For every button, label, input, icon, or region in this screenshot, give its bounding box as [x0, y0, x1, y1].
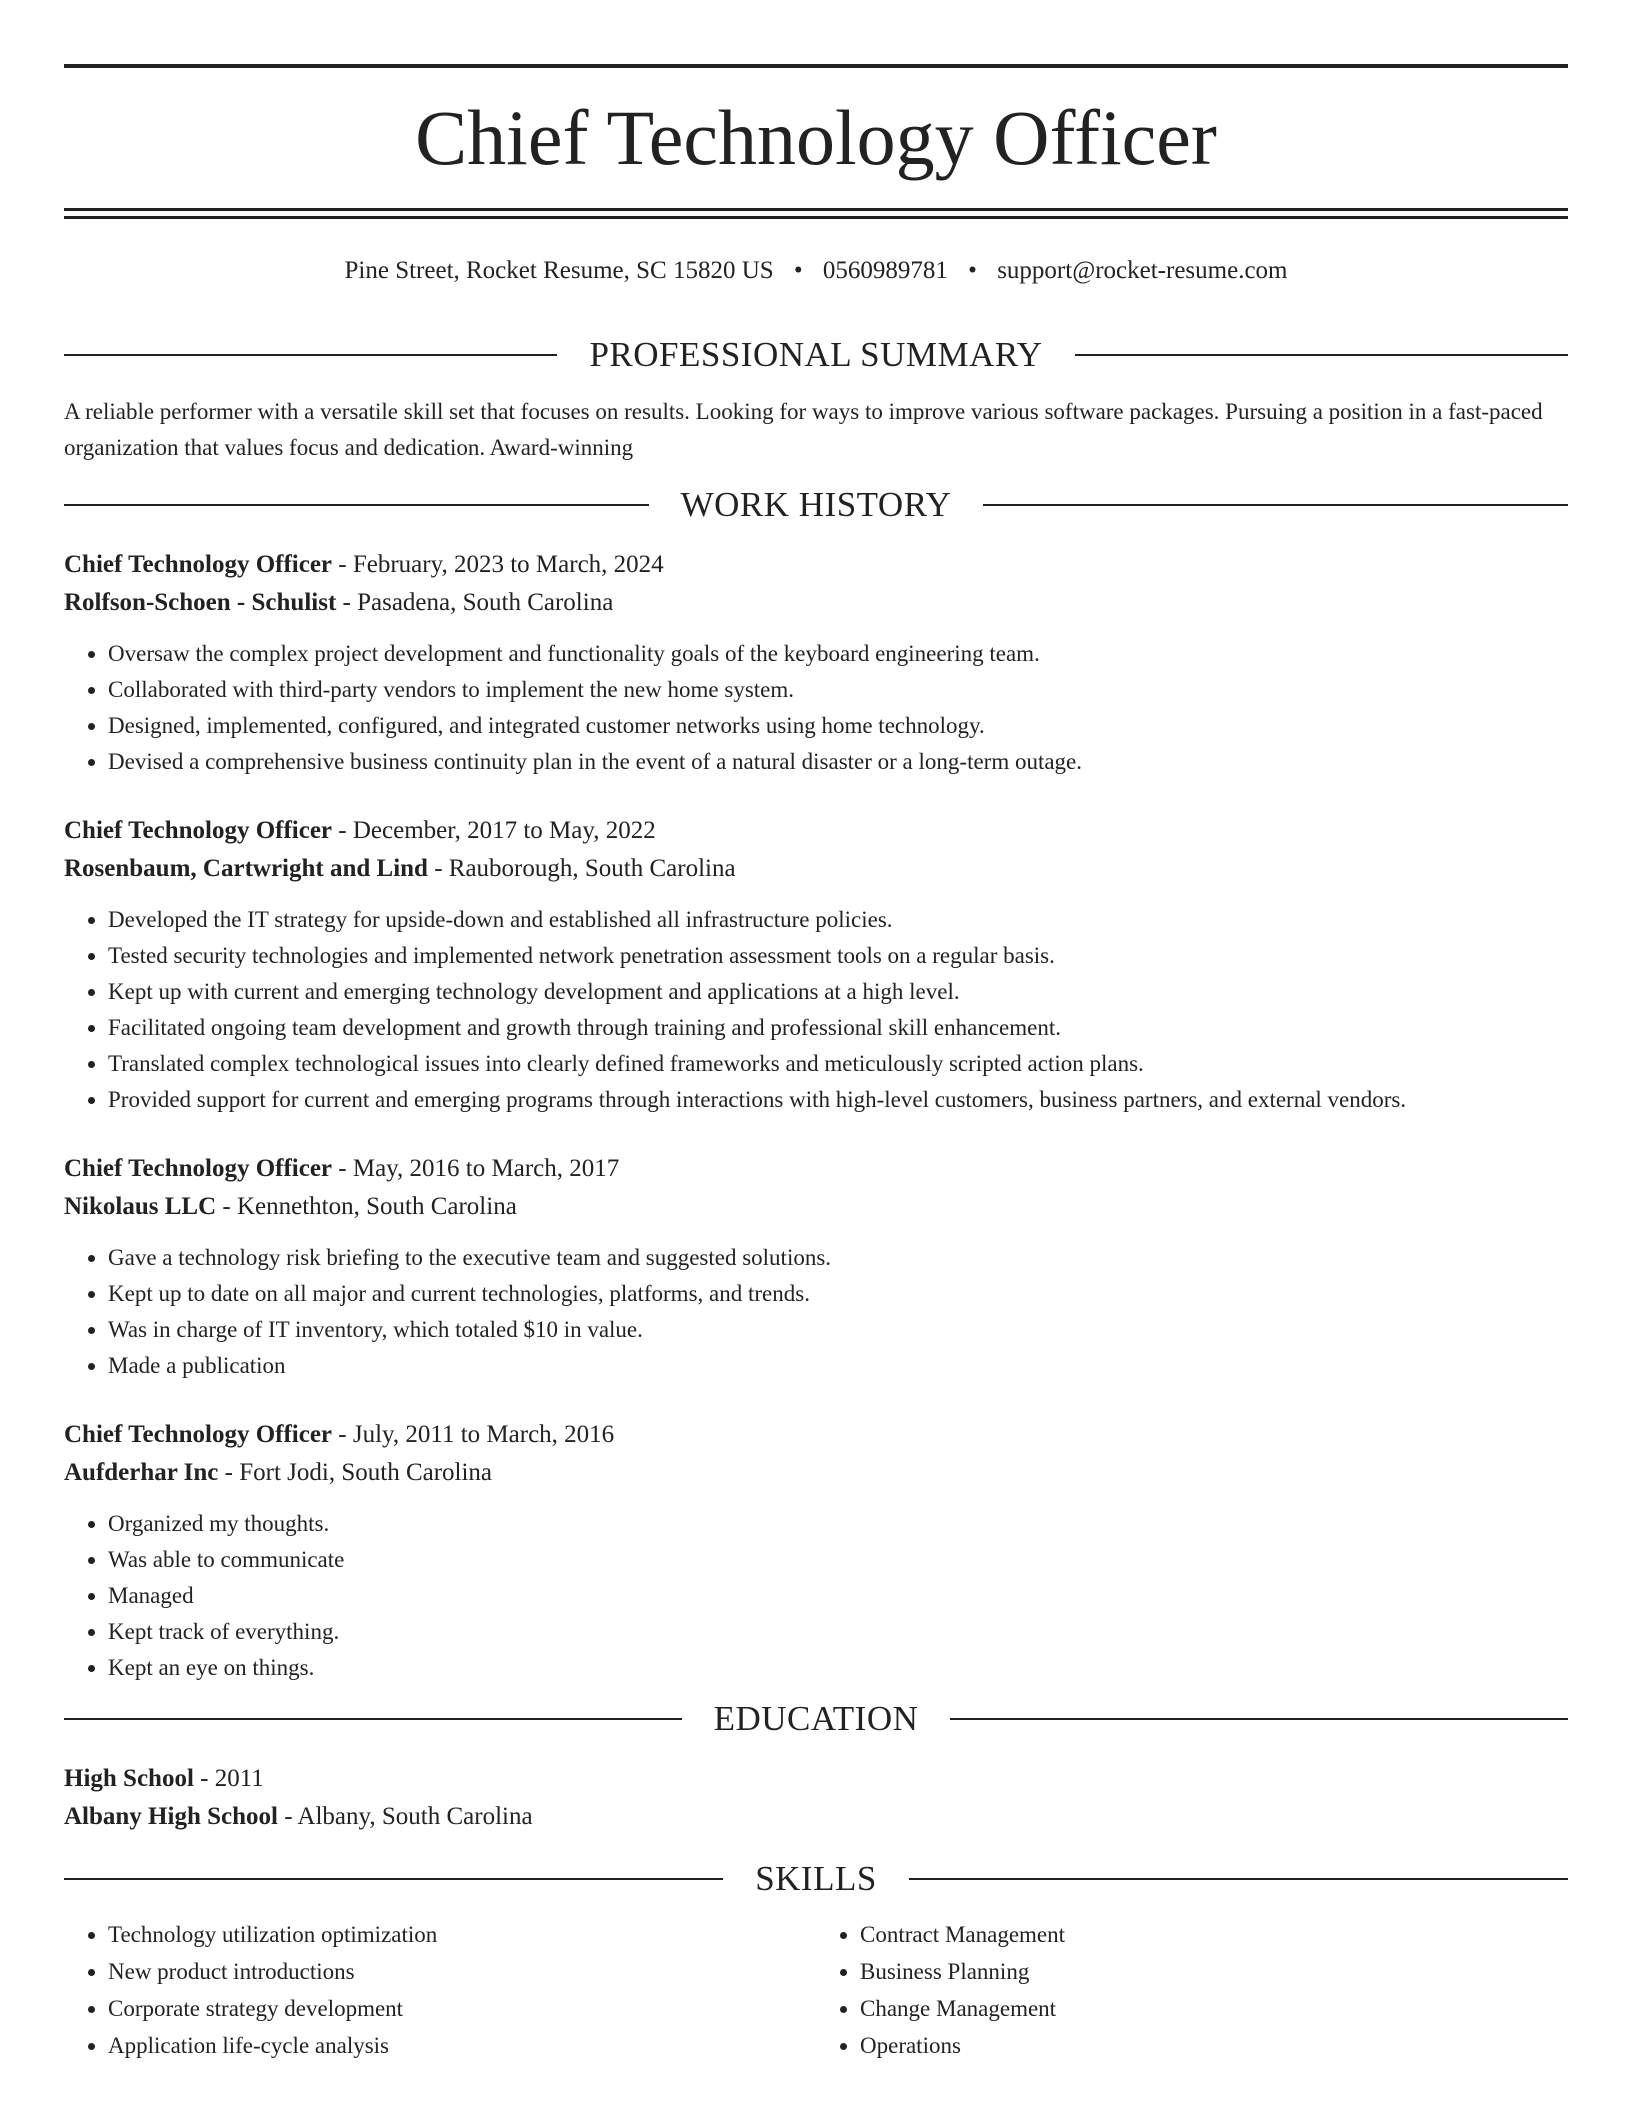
resume-body: [64, 330, 1568, 2064]
job-dates: - May, 2016 to March, 2017: [332, 1155, 620, 1182]
skills-list: [64, 1916, 1568, 2064]
skill-item: • Application life-cycle analysis: [108, 2027, 816, 2064]
contact-phone: 0560989781: [822, 257, 948, 284]
skill-item: • New product introductions: [108, 1953, 816, 1990]
job-location: - Fort Jodi, South Carolina: [218, 1459, 493, 1486]
job-dates: - December, 2017 to May, 2022: [332, 817, 656, 844]
job-title: Chief Technology Officer: [64, 817, 333, 844]
contact-separator: •: [793, 257, 803, 284]
job-company-line: [64, 1454, 1568, 1492]
job-entry: [64, 1416, 1568, 1686]
divider: [64, 1718, 682, 1720]
divider: [64, 354, 557, 356]
list-item: • Facilitated ongoing team development and growth through training and professional skill enhancement.: [108, 1010, 1568, 1046]
education-location: - Albany, South Carolina: [277, 1803, 533, 1830]
section-heading-education: [64, 1694, 1568, 1744]
section-title: PROFESSIONAL SUMMARY: [589, 335, 1043, 374]
page-title: Chief Technology Officer: [415, 94, 1217, 181]
list-item: • Organized my thoughts.: [108, 1506, 1568, 1542]
job-company: Nikolaus LLC: [64, 1193, 217, 1220]
skill-item: • Change Management: [860, 1990, 1568, 2027]
job-title: Chief Technology Officer: [64, 551, 333, 578]
divider: [909, 1878, 1568, 1880]
list-item: • Made a publication: [108, 1348, 1568, 1384]
contact-address: Pine Street, Rocket Resume, SC 15820 US: [344, 257, 774, 284]
title-rule-upper: [64, 208, 1568, 211]
skills-column-left: [64, 1916, 816, 2064]
list-item: • Kept an eye on things.: [108, 1650, 1568, 1686]
job-company: Aufderhar Inc: [64, 1459, 219, 1486]
education-degree-line: [64, 1760, 1568, 1798]
job-title-line: [64, 1150, 1568, 1188]
list-item: • Kept up with current and emerging technology development and applications at a high level.: [108, 974, 1568, 1010]
list-item: • Designed, implemented, configured, and integrated customer networks using home technology.: [108, 708, 1568, 744]
job-dates: - February, 2023 to March, 2024: [332, 551, 664, 578]
education-school-line: [64, 1798, 1568, 1836]
list-item: • Tested security technologies and implemented network penetration assessment tools on a regular basis.: [108, 938, 1568, 974]
divider: [64, 1878, 723, 1880]
job-company: Rosenbaum, Cartwright and Lind: [64, 855, 428, 882]
education-school: Albany High School: [64, 1803, 278, 1830]
section-title: SKILLS: [755, 1859, 877, 1898]
education-year: - 2011: [193, 1765, 264, 1792]
job-title-line: [64, 1416, 1568, 1454]
job-bullets: [64, 902, 1568, 1118]
contact-separator: •: [968, 257, 977, 284]
contact-line: [64, 255, 1568, 287]
divider: [64, 504, 649, 506]
job-company: Rolfson-Schoen - Schulist: [64, 589, 337, 616]
list-item: • Was in charge of IT inventory, which totaled $10 in value.: [108, 1312, 1568, 1348]
list-item: • Developed the IT strategy for upside-down and established all infrastructure policies.: [108, 902, 1568, 938]
list-item: • Kept up to date on all major and current technologies, platforms, and trends.: [108, 1276, 1568, 1312]
section-title: WORK HISTORY: [680, 485, 952, 524]
skill-item: • Contract Management: [860, 1916, 1568, 1953]
skill-item: • Operations: [860, 2027, 1568, 2064]
job-bullets: [64, 636, 1568, 780]
job-dates: - July, 2011 to March, 2016: [332, 1421, 615, 1448]
list-item: • Was able to communicate: [108, 1542, 1568, 1578]
job-title: Chief Technology Officer: [64, 1421, 333, 1448]
job-location: - Pasadena, South Carolina: [336, 589, 614, 616]
skill-item: • Technology utilization optimization: [108, 1916, 816, 1953]
education-degree: High School: [64, 1765, 194, 1792]
skill-item: • Business Planning: [860, 1953, 1568, 1990]
list-item: • Managed: [108, 1578, 1568, 1614]
education-entry: [64, 1760, 1568, 1836]
top-rule: [64, 64, 1568, 68]
divider: [1075, 354, 1568, 356]
section-title: EDUCATION: [713, 1699, 919, 1738]
list-item: • Devised a comprehensive business continuity plan in the event of a natural disaster or a long-term outage.: [108, 744, 1568, 780]
job-location: - Kennethton, South Carolina: [216, 1193, 517, 1220]
skills-column-right: [816, 1916, 1568, 2064]
skill-item: • Corporate strategy development: [108, 1990, 816, 2027]
list-item: • Kept track of everything.: [108, 1614, 1568, 1650]
job-bullets: [64, 1240, 1568, 1384]
section-heading-skills: [64, 1854, 1568, 1904]
list-item: • Collaborated with third-party vendors to implement the new home system.: [108, 672, 1568, 708]
title-rule-lower: [64, 216, 1568, 219]
job-title: Chief Technology Officer: [64, 1155, 333, 1182]
job-bullets: [64, 1506, 1568, 1686]
job-entry: [64, 546, 1568, 780]
divider: [983, 504, 1568, 506]
contact-email[interactable]: support@rocket-resume.com: [997, 257, 1288, 284]
list-item: • Provided support for current and emerging programs through interactions with high-level customers, business partners, and external vendors.: [108, 1082, 1568, 1118]
divider: [950, 1718, 1568, 1720]
job-location: - Rauborough, South Carolina: [427, 855, 736, 882]
list-item: • Gave a technology risk briefing to the executive team and suggested solutions.: [108, 1240, 1568, 1276]
job-entry: [64, 812, 1568, 1118]
job-entry: [64, 1150, 1568, 1384]
job-title-line: [64, 812, 1568, 850]
list-item: • Translated complex technological issues into clearly defined frameworks and meticulously scripted action plans.: [108, 1046, 1568, 1082]
list-item: • Oversaw the complex project development and functionality goals of the keyboard engineering team.: [108, 636, 1568, 672]
job-company-line: [64, 584, 1568, 622]
section-heading-work-history: [64, 480, 1568, 530]
job-title-line: [64, 546, 1568, 584]
job-company-line: [64, 1188, 1568, 1226]
section-heading-summary: [64, 330, 1568, 380]
job-company-line: [64, 850, 1568, 888]
summary-text: A reliable performer with a versatile skill set that focuses on results. Looking for ways to improve various software packages. Pursuing a position in a fast-paced organization that values focus and dedication. Award-winning: [64, 399, 1543, 460]
